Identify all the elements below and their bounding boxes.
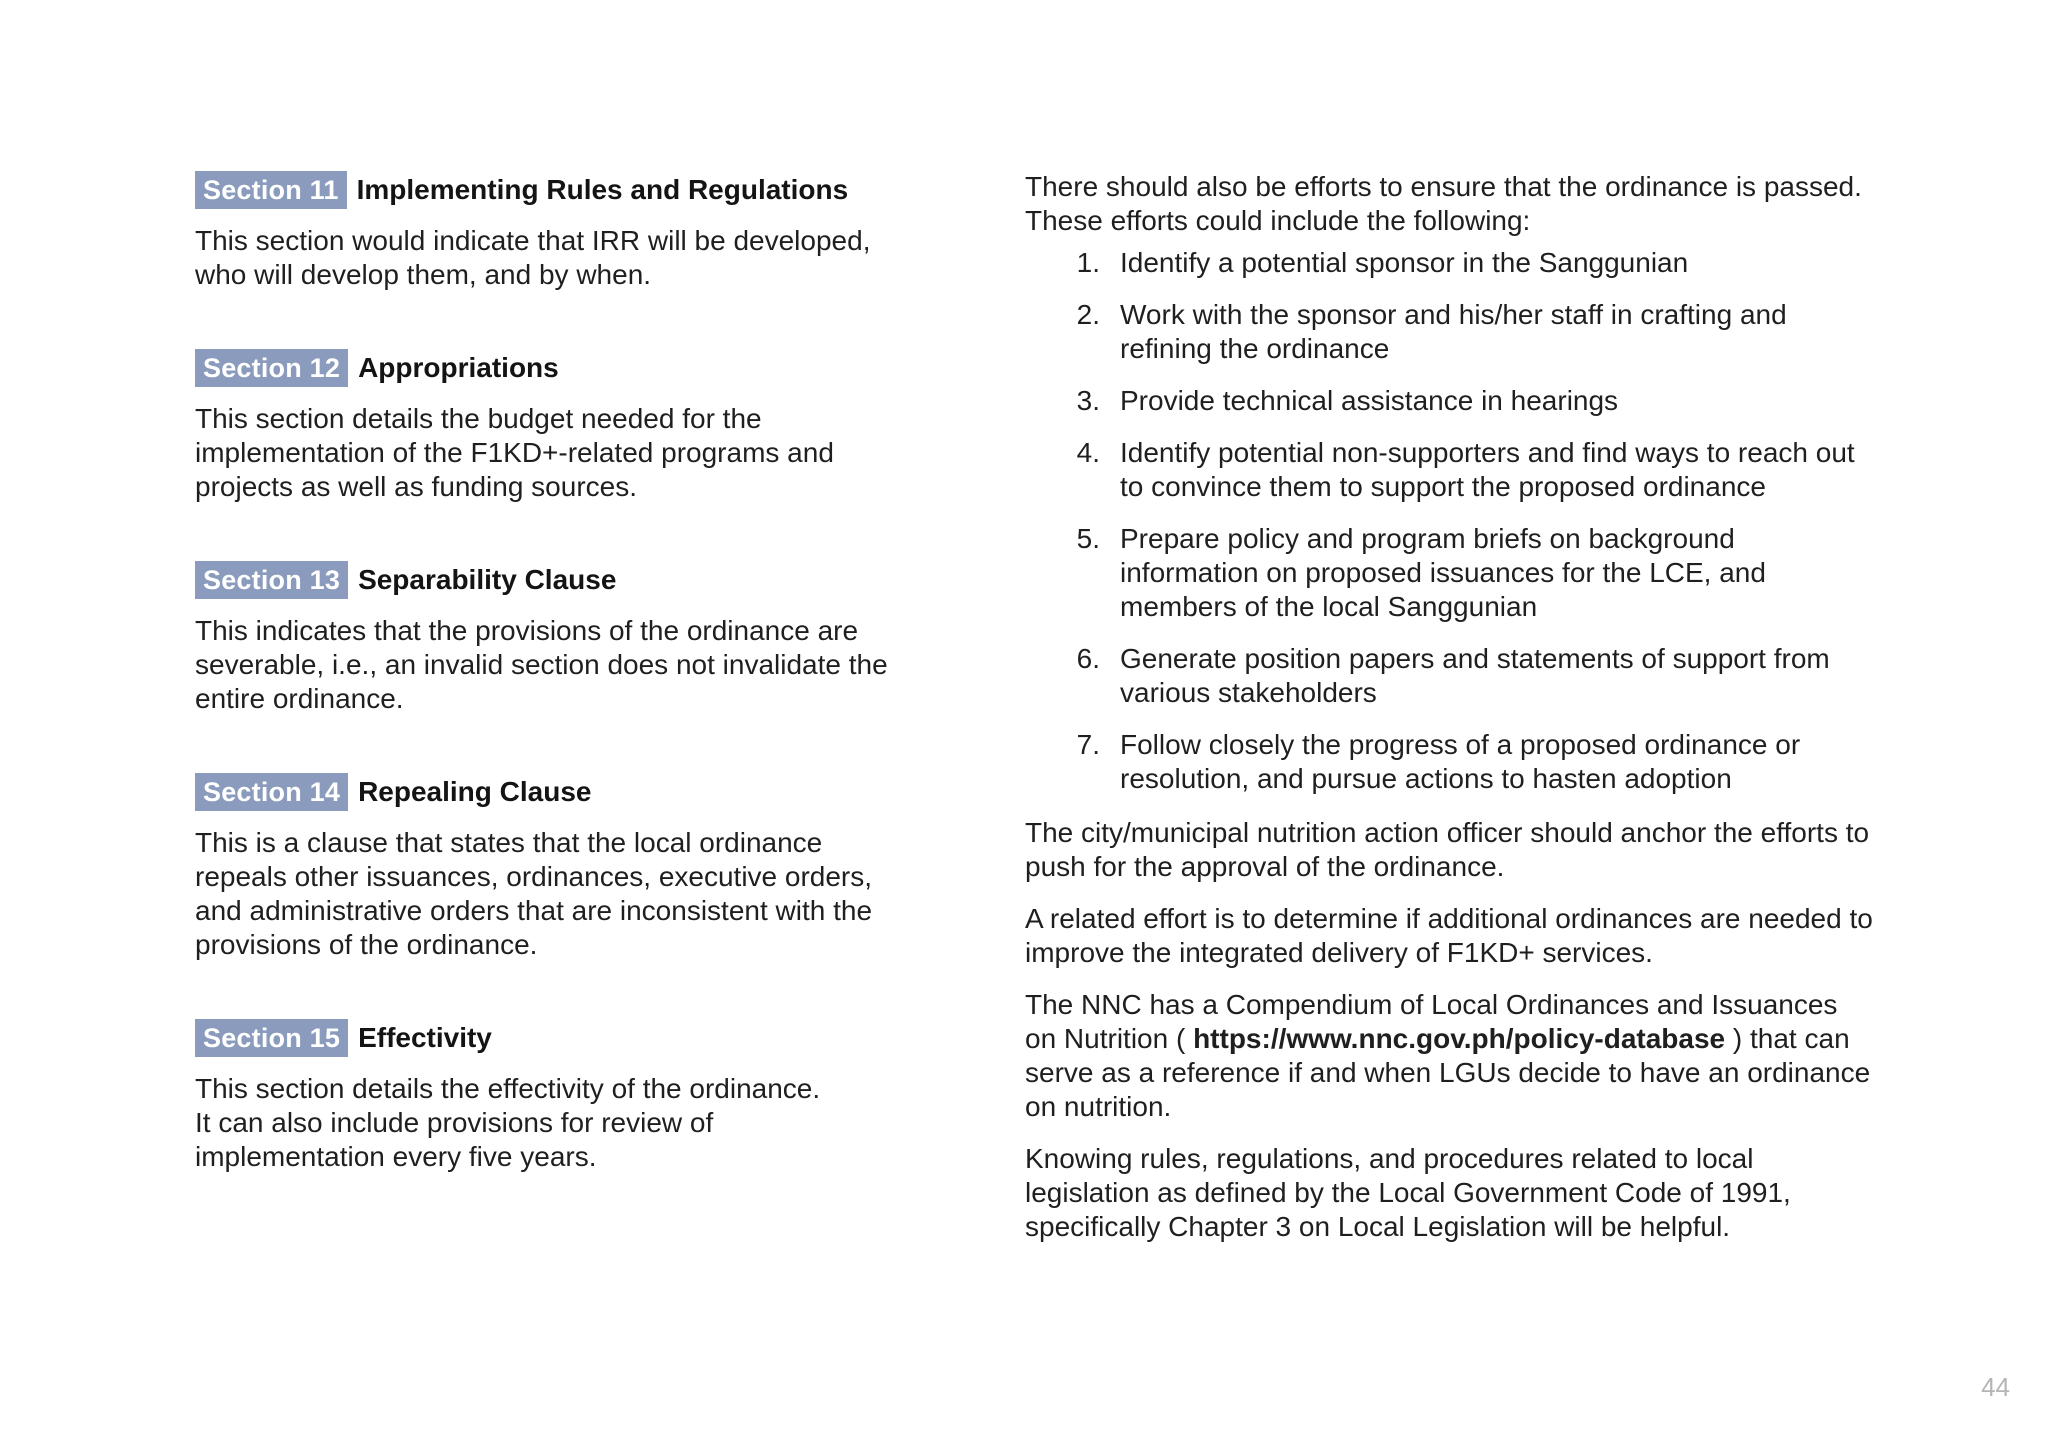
section-body: This is a clause that states that the local ordinance repeals other issuances, ordinances, executive orders, and administrative orders that are inconsistent with the provisions of the ordinance. — [195, 827, 873, 960]
section-body: This section would indicate that IRR will be developed, who will develop them, and by when. — [195, 225, 871, 290]
section-title: Repealing Clause — [358, 776, 592, 807]
section-heading — [195, 1018, 915, 1058]
section-tag: Section 11 — [195, 171, 347, 209]
list-item — [1025, 246, 1875, 280]
section-15 — [195, 1018, 915, 1174]
section-title: Effectivity — [358, 1022, 492, 1053]
list-item — [1025, 728, 1875, 796]
section-11 — [195, 170, 915, 292]
section-title: Implementing Rules and Regulations — [356, 174, 849, 205]
section-heading — [195, 170, 915, 210]
nnc-paragraph — [1025, 988, 1875, 1124]
list-number: 7. — [1076, 729, 1100, 760]
list-item-text: Provide technical assistance in hearings — [1120, 385, 1619, 416]
list-item — [1025, 522, 1875, 624]
list-number: 3. — [1076, 385, 1100, 416]
page-number: 44 — [1981, 1372, 2010, 1402]
section-heading — [195, 348, 915, 388]
section-13 — [195, 560, 915, 716]
section-heading — [195, 560, 915, 600]
list-item-text: Generate position papers and statements of support from various stakeholders — [1120, 643, 1830, 708]
section-12 — [195, 348, 915, 504]
policy-database-link[interactable]: https://www.nnc.gov.ph/policy-database — [1185, 1023, 1733, 1054]
right-column — [1025, 170, 1875, 1262]
list-item-text: Follow closely the progress of a proposed ordinance or resolution, and pursue actions to hasten adoption — [1120, 729, 1801, 794]
section-body: This indicates that the provisions of the ordinance are severable, i.e., an invalid section does not invalidate the entire ordinance. — [195, 615, 888, 714]
section-body: This section details the budget needed for the implementation of the F1KD+-related programs and projects as well as funding sources. — [195, 403, 834, 502]
section-heading — [195, 772, 915, 812]
list-item-text: Identify a potential sponsor in the Sanggunian — [1120, 247, 1689, 278]
efforts-list — [1025, 246, 1875, 796]
section-title: Appropriations — [358, 352, 559, 383]
section-tag: Section 14 — [195, 773, 348, 811]
list-item-text: Work with the sponsor and his/her staff in crafting and refining the ordinance — [1120, 299, 1787, 364]
section-14 — [195, 772, 915, 962]
related-effort-paragraph: A related effort is to determine if additional ordinances are needed to improve the integrated delivery of F1KD+ services. — [1025, 903, 1873, 968]
section-title: Separability Clause — [358, 564, 617, 595]
intro-paragraph: There should also be efforts to ensure that the ordinance is passed. These efforts could include the following: — [1025, 171, 1862, 236]
list-number: 6. — [1076, 643, 1100, 674]
list-item — [1025, 384, 1875, 418]
list-number: 4. — [1076, 437, 1100, 468]
list-number: 5. — [1076, 523, 1100, 554]
section-tag: Section 13 — [195, 561, 348, 599]
section-tag: Section 12 — [195, 349, 348, 387]
nnc-text-after: ) that can serve as a reference if and when LGUs decide to have an ordinance on nutrition. — [1025, 1023, 1871, 1122]
officer-paragraph: The city/municipal nutrition action officer should anchor the efforts to push for the approval of the ordinance. — [1025, 817, 1870, 882]
list-item-text: Identify potential non-supporters and find ways to reach out to convince them to support the proposed ordinance — [1120, 437, 1855, 502]
list-number: 2. — [1076, 299, 1100, 330]
nnc-text-before: The NNC has a Compendium of Local Ordinances and Issuances on Nutrition ( — [1025, 989, 1838, 1054]
list-item-text: Prepare policy and program briefs on background information on proposed issuances for the LCE, and members of the local Sanggunian — [1120, 523, 1766, 622]
list-item — [1025, 298, 1875, 366]
list-item — [1025, 436, 1875, 504]
left-column — [195, 170, 915, 1230]
list-item — [1025, 642, 1875, 710]
section-body: This section details the effectivity of the ordinance. It can also include provisions for review of implementation every five years. — [195, 1073, 821, 1172]
rules-paragraph: Knowing rules, regulations, and procedures related to local legislation as defined by the Local Government Code of 1991, specifically Chapter 3 on Local Legislation will be helpful. — [1025, 1143, 1791, 1242]
section-tag: Section 15 — [195, 1019, 348, 1057]
list-number: 1. — [1076, 247, 1100, 278]
